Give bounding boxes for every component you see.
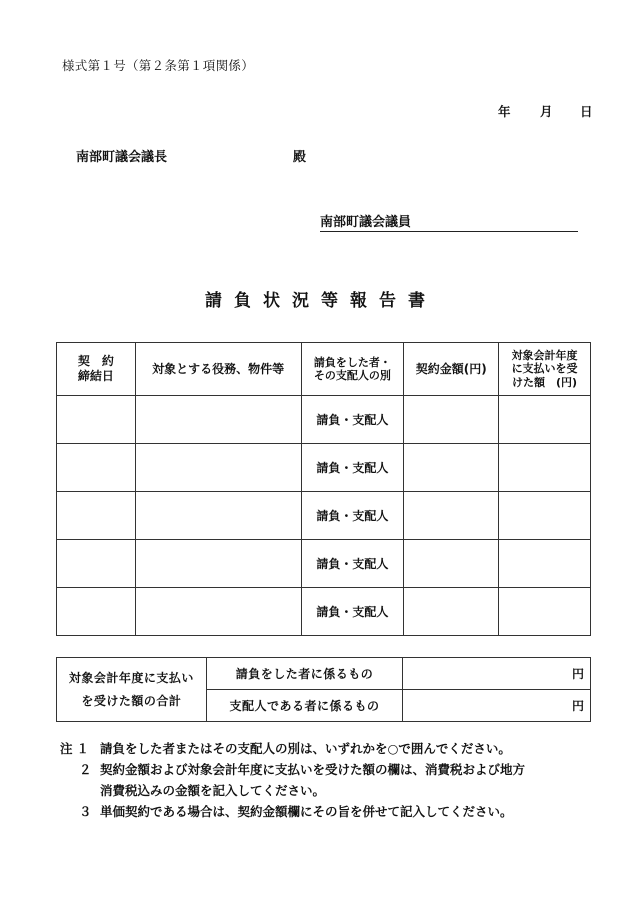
header-paid-amount: 対象会計年度 に支払いを受 けた額 (円) <box>499 343 591 396</box>
summary-header <box>57 658 207 722</box>
cell-paid[interactable] <box>499 492 591 540</box>
cell-amount[interactable] <box>404 588 499 636</box>
cell-paid[interactable] <box>499 588 591 636</box>
cell-date[interactable] <box>57 540 136 588</box>
header-contract-amount: 契約金額(円) <box>404 343 499 396</box>
table-row <box>57 444 591 492</box>
cell-date[interactable] <box>57 444 136 492</box>
note-text: 単価契約である場合は、契約金額欄にその旨を併せて記入してください。 <box>100 804 513 819</box>
cell-type: 請負・支配人 <box>301 492 404 540</box>
summary-amount-manager[interactable] <box>403 690 591 722</box>
table-row <box>57 540 591 588</box>
summary-table <box>56 657 591 722</box>
cell-type: 請負・支配人 <box>301 396 404 444</box>
header-contract-date: 契 約 締結日 <box>57 343 136 396</box>
cell-item[interactable] <box>135 588 301 636</box>
note-prefix: 注 <box>60 741 73 756</box>
note-item <box>60 801 600 822</box>
cell-item[interactable] <box>135 492 301 540</box>
cell-date[interactable] <box>57 588 136 636</box>
member-label: 南部町議会議員 <box>320 215 412 230</box>
cell-type: 請負・支配人 <box>301 588 404 636</box>
addressee: 南部町議会議長 <box>76 150 168 165</box>
date-year-label: 年 <box>498 104 511 119</box>
cell-amount[interactable] <box>404 492 499 540</box>
summary-label-manager: 支配人である者に係るもの <box>206 690 403 722</box>
yen-unit: 円 <box>571 699 584 713</box>
cell-paid[interactable] <box>499 396 591 444</box>
header-item: 対象とする役務、物件等 <box>135 343 301 396</box>
header-contractor-type: 請負をした者・ その支配人の別 <box>301 343 404 396</box>
cell-paid[interactable] <box>499 540 591 588</box>
honorific: 殿 <box>293 150 307 165</box>
yen-unit: 円 <box>571 667 584 681</box>
date-month-label: 月 <box>540 104 553 119</box>
contract-table <box>56 342 591 636</box>
notes <box>60 738 600 822</box>
document-title: 請負状況等報告書 <box>205 291 437 311</box>
note-continuation: 消費税込みの金額を記入してください。 <box>100 783 326 798</box>
note-number: ３ <box>79 804 92 819</box>
cell-amount[interactable] <box>404 444 499 492</box>
member-signature-line <box>320 211 578 232</box>
form-number-label: 様式第１号（第２条第１項関係） <box>62 58 255 73</box>
cell-amount[interactable] <box>404 540 499 588</box>
cell-item[interactable] <box>135 396 301 444</box>
cell-date[interactable] <box>57 396 136 444</box>
date-day-label: 日 <box>580 104 593 119</box>
table-row <box>57 492 591 540</box>
summary-row <box>57 658 591 690</box>
cell-type: 請負・支配人 <box>301 540 404 588</box>
note-text: 契約金額および対象会計年度に支払いを受けた額の欄は、消費税および地方 <box>100 762 526 777</box>
note-number <box>60 738 100 759</box>
table-row <box>57 396 591 444</box>
cell-item[interactable] <box>135 540 301 588</box>
cell-date[interactable] <box>57 492 136 540</box>
note-num-1: １ <box>76 741 90 756</box>
table-header-row <box>57 343 591 396</box>
note-item <box>60 759 600 780</box>
cell-paid[interactable] <box>499 444 591 492</box>
cell-type: 請負・支配人 <box>301 444 404 492</box>
summary-label-contractor: 請負をした者に係るもの <box>206 658 403 690</box>
cell-amount[interactable] <box>404 396 499 444</box>
summary-header-text: 対象会計年度に支払いを受けた額の合計 <box>68 670 194 708</box>
summary-amount-contractor[interactable] <box>403 658 591 690</box>
cell-item[interactable] <box>135 444 301 492</box>
note-item <box>60 738 600 759</box>
note-number: ２ <box>79 762 92 777</box>
note-text: 請負をした者またはその支配人の別は、いずれかを○で囲んでください。 <box>100 741 511 756</box>
table-row <box>57 588 591 636</box>
